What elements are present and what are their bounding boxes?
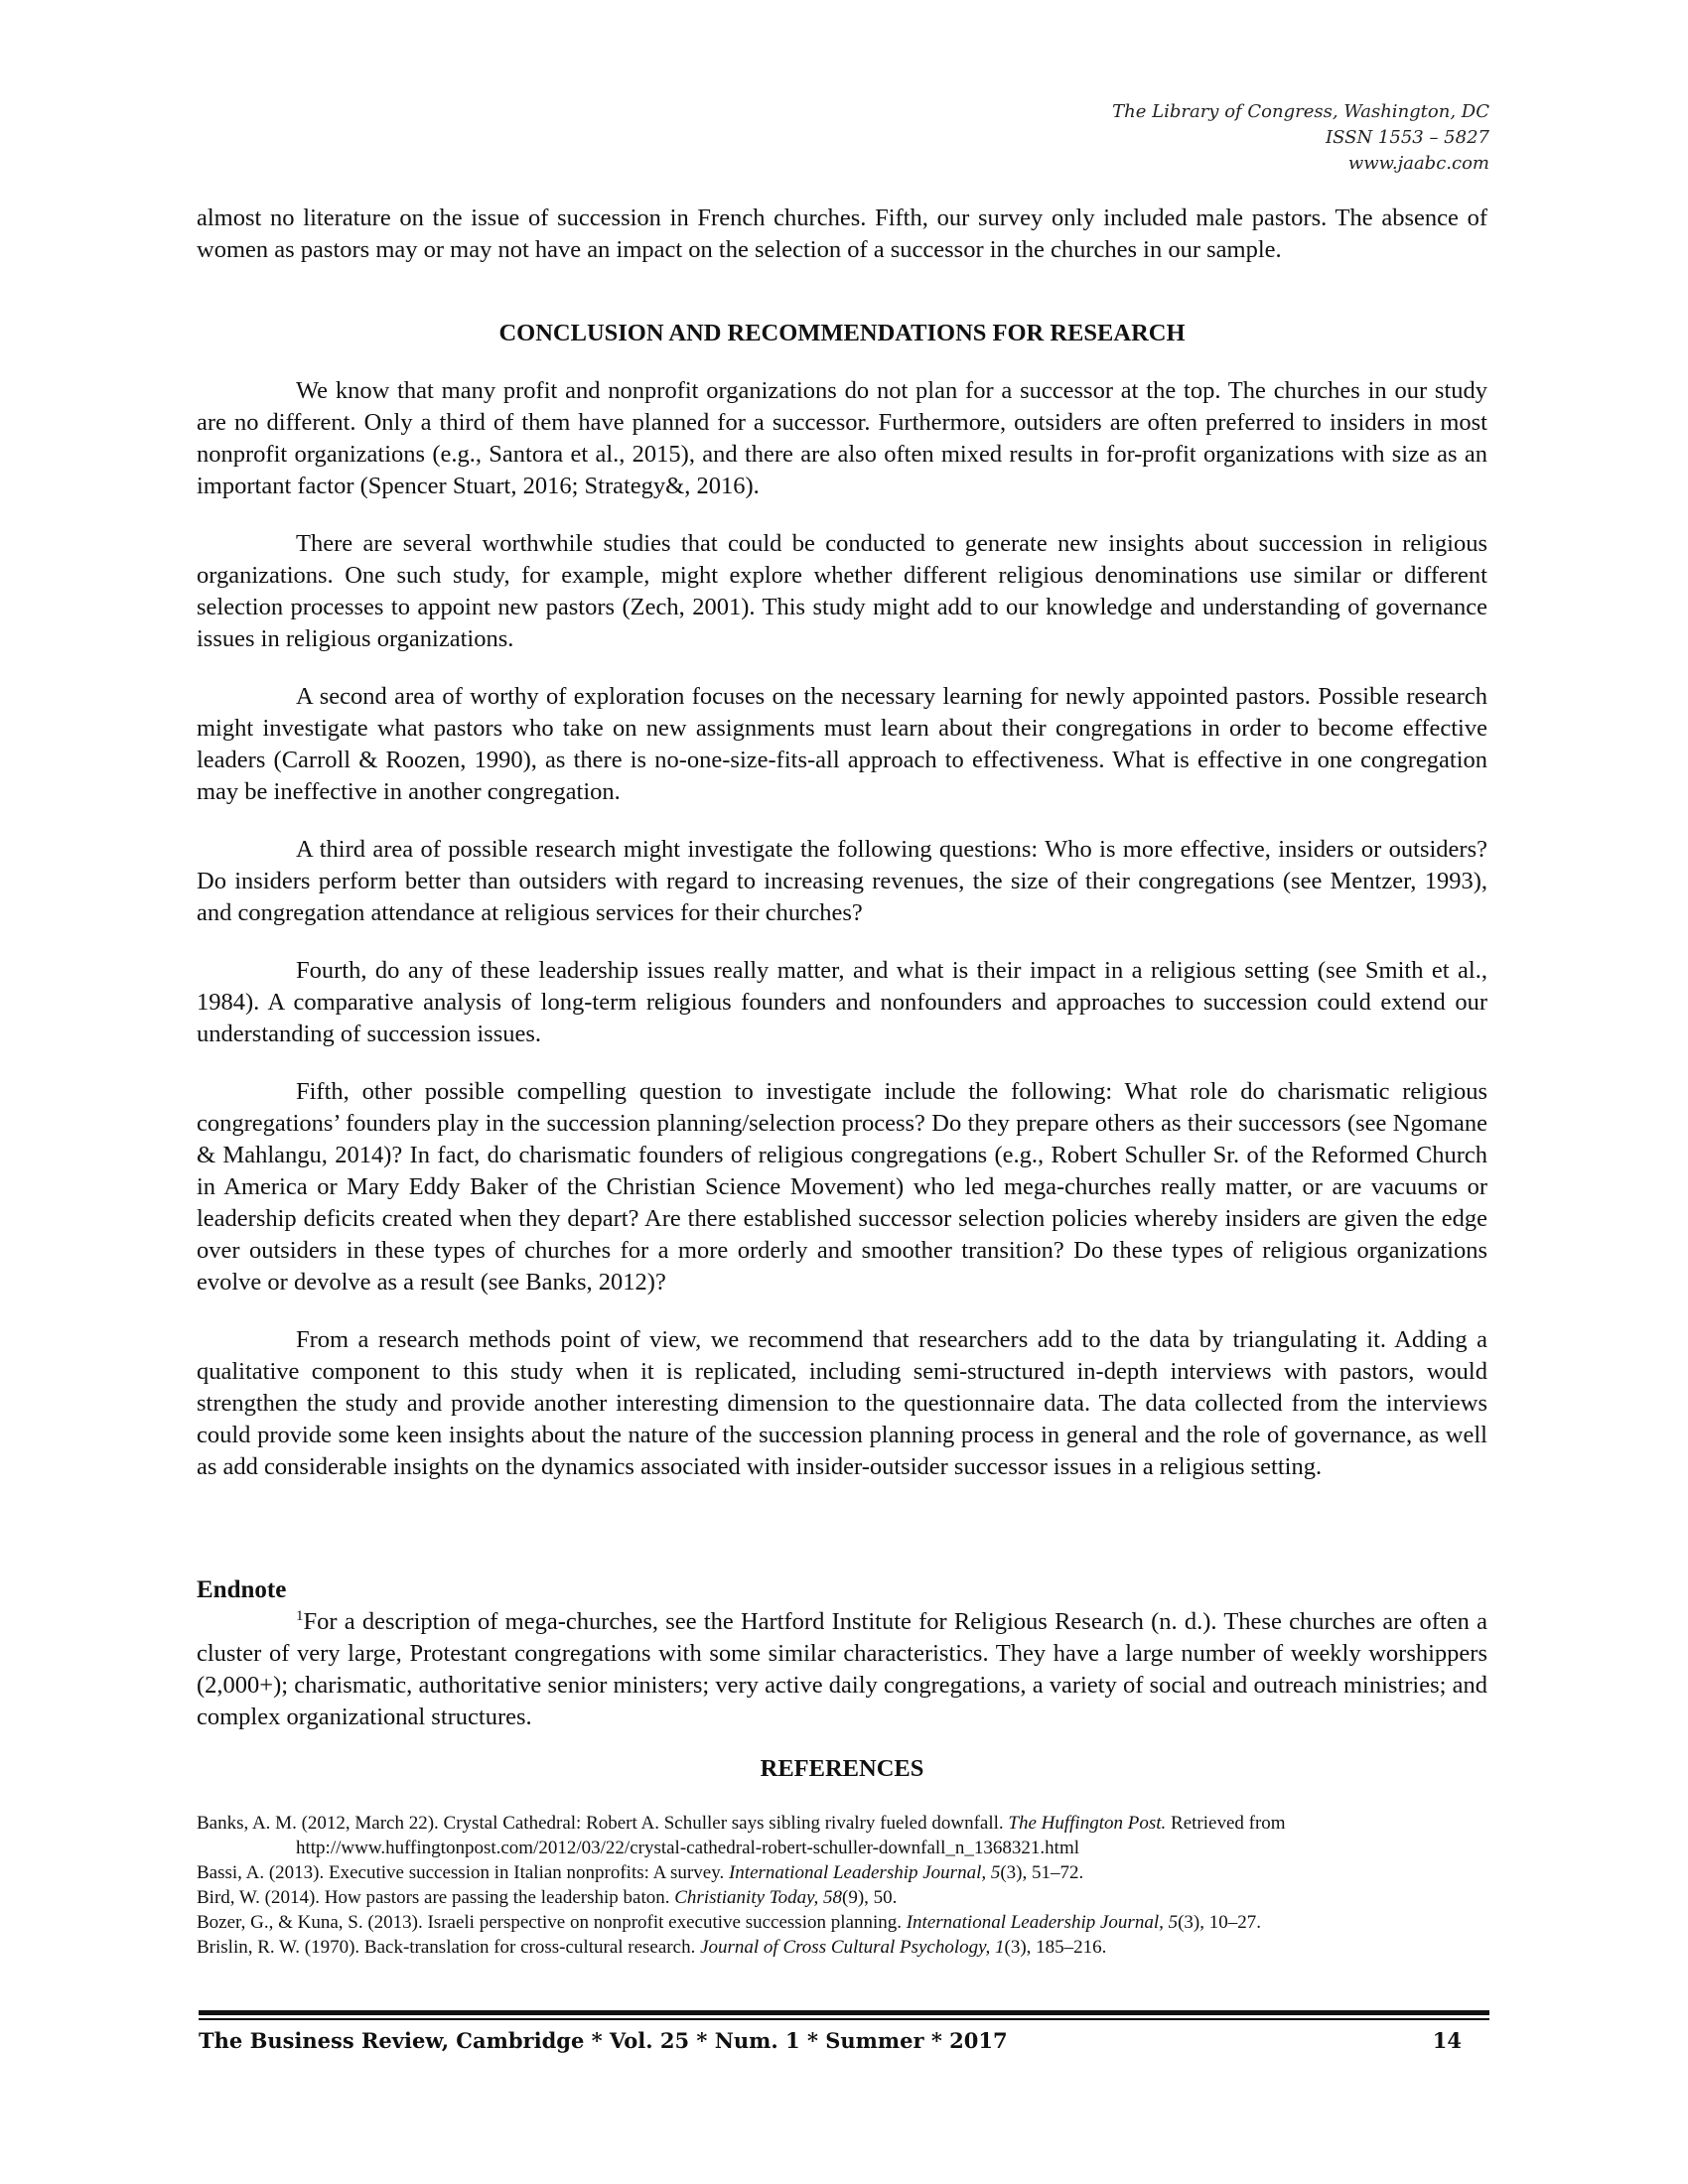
footer-rule-thin [199, 2018, 1489, 2020]
paragraph-1: We know that many profit and nonprofit organizations do not plan for a successor at the top. The churches in our study are no different. Only a third of them have planned for a successor. Furthermore, outsiders are often preferred to insiders in most nonprofit organizations (e.g., Santora et al., 2015), and there are also often mixed results in for-profit organizations with size as an important factor (Spencer Stuart, 2016; Strategy&, 2016). [197, 377, 1487, 499]
reference-item [197, 1885, 1507, 1910]
reference-journal: Journal of Cross Cultural Psychology, 1 [700, 1937, 1005, 1958]
section-heading: CONCLUSION AND RECOMMENDATIONS FOR RESEARCH [498, 320, 1186, 346]
journal-header [1112, 99, 1489, 177]
header-line-issn: ISSN 1553 – 5827 [1326, 127, 1489, 148]
endnote-text: For a description of mega-churches, see the Hartford Institute for Religious Research (n. d.). These churches are often a cluster of very large, Protestant congregations with some similar characteristics. They have a large number of weekly worshippers (2,000+); charismatic, authoritative senior ministers; very active daily congregations, a variety of social and outreach ministries; and complex organizational structures. [197, 1608, 1487, 1730]
paragraph-2: There are several worthwhile studies that could be conducted to generate new insights about succession in religious organizations. One such study, for example, might explore whether different religious denominations use similar or different selection processes to appoint new pastors (Zech, 2001). This study might add to our knowledge and understanding of governance issues in religious organizations. [197, 530, 1487, 652]
paragraph-3: A second area of worthy of exploration focuses on the necessary learning for newly appointed pastors. Possible research might investigate what pastors who take on new assignments must learn about their congregations in order to become effective leaders (Carroll & Roozen, 1990), as there is no-one-size-fits-all approach to effectiveness. What is effective in one congregation may be ineffective in another congregation. [197, 683, 1487, 805]
reference-item [197, 1910, 1507, 1935]
reference-journal: Christianity Today, 58 [674, 1887, 842, 1908]
header-line-website: www.jaabc.com [1347, 153, 1489, 174]
reference-text: Bird, W. (2014). How pastors are passing the leadership baton. [197, 1887, 675, 1908]
reference-text-tail: (3), 185–216. [1004, 1937, 1107, 1958]
reference-journal: International Leadership Journal, 5 [906, 1912, 1179, 1933]
endnote-paragraph [197, 1606, 1487, 1733]
intro-paragraph-block [197, 203, 1487, 266]
endnote-block [197, 1606, 1487, 1733]
footer-rule-thick [199, 2010, 1489, 2015]
reference-item [197, 1811, 1507, 1860]
reference-text: Bozer, G., & Kuna, S. (2013). Israeli perspective on nonprofit executive succession planning. [197, 1912, 907, 1933]
paragraph-4: A third area of possible research might investigate the following questions: Who is more effective, insiders or outsiders? Do insiders perform better than outsiders with regard to increasing revenues, the size of their congregations (see Mentzer, 1993), and congregation attendance at religious services for their churches? [197, 836, 1487, 926]
header-line-library: The Library of Congress, Washington, DC [1112, 101, 1489, 122]
page-number: 14 [1432, 2028, 1462, 2053]
conclusion-body [197, 375, 1487, 1483]
reference-text-tail: (3), 10–27. [1178, 1912, 1262, 1933]
reference-text-tail: Retrieved from http://www.huffingtonpost.com/2012/03/22/crystal-cathedral-robert-schuller-downfall_n_1368321.html [296, 1813, 1286, 1858]
page-footer [199, 2028, 1462, 2053]
reference-text: Brislin, R. W. (1970). Back-translation for cross-cultural research. [197, 1937, 701, 1958]
footer-journal-info: The Business Review, Cambridge * Vol. 25 * Num. 1 * Summer * 2017 [199, 2028, 1008, 2053]
paragraph-5: Fourth, do any of these leadership issues really matter, and what is their impact in a religious setting (see Smith et al., 1984). A comparative analysis of long-term religious founders and nonfounders and approaches to succession could extend our understanding of succession issues. [197, 957, 1487, 1047]
reference-journal: International Leadership Journal, 5 [728, 1862, 1001, 1883]
references-list [197, 1811, 1507, 1960]
reference-text: Bassi, A. (2013). Executive succession in Italian nonprofits: A survey. [197, 1862, 729, 1883]
reference-item [197, 1935, 1507, 1960]
reference-text: Banks, A. M. (2012, March 22). Crystal Cathedral: Robert A. Schuller says sibling rivalry fueled downfall. [197, 1813, 1009, 1834]
reference-journal: The Huffington Post. [1008, 1813, 1167, 1834]
endnote-marker: 1 [296, 1607, 304, 1624]
paragraph-7: From a research methods point of view, we recommend that researchers add to the data by triangulating it. Adding a qualitative component to this study when it is replicated, including semi-structured in-depth interviews with pastors, would strengthen the study and provide another interesting dimension to the questionnaire data. The data collected from the interviews could provide some keen insights about the nature of the succession planning process in general and the role of governance, as well as add considerable insights on the dynamics associated with insider-outsider successor issues in a religious setting. [197, 1326, 1487, 1480]
endnote-title: Endnote [197, 1576, 287, 1603]
reference-text-tail: (3), 51–72. [1000, 1862, 1084, 1883]
reference-item [197, 1860, 1507, 1885]
intro-paragraph: almost no literature on the issue of succession in French churches. Fifth, our survey only included male pastors. The absence of women as pastors may or may not have an impact on the selection of a successor in the churches in our sample. [197, 205, 1487, 263]
references-heading: REFERENCES [760, 1755, 924, 1782]
reference-text-tail: (9), 50. [842, 1887, 898, 1908]
paragraph-6: Fifth, other possible compelling question to investigate include the following: What role do charismatic religious congregations’ founders play in the succession planning/selection process? Do they prepare others as their successors (see Ngomane & Mahlangu, 2014)? In fact, do charismatic founders of religious congregations (e.g., Robert Schuller Sr. of the Reformed Church in America or Mary Eddy Baker of the Christian Science Movement) who led mega-churches really matter, or are vacuums or leadership deficits created when they depart? Are there established successor selection policies whereby insiders are given the edge over outsiders in these types of churches for a more orderly and smoother transition? Do these types of religious organizations evolve or devolve as a result (see Banks, 2012)? [197, 1078, 1487, 1296]
